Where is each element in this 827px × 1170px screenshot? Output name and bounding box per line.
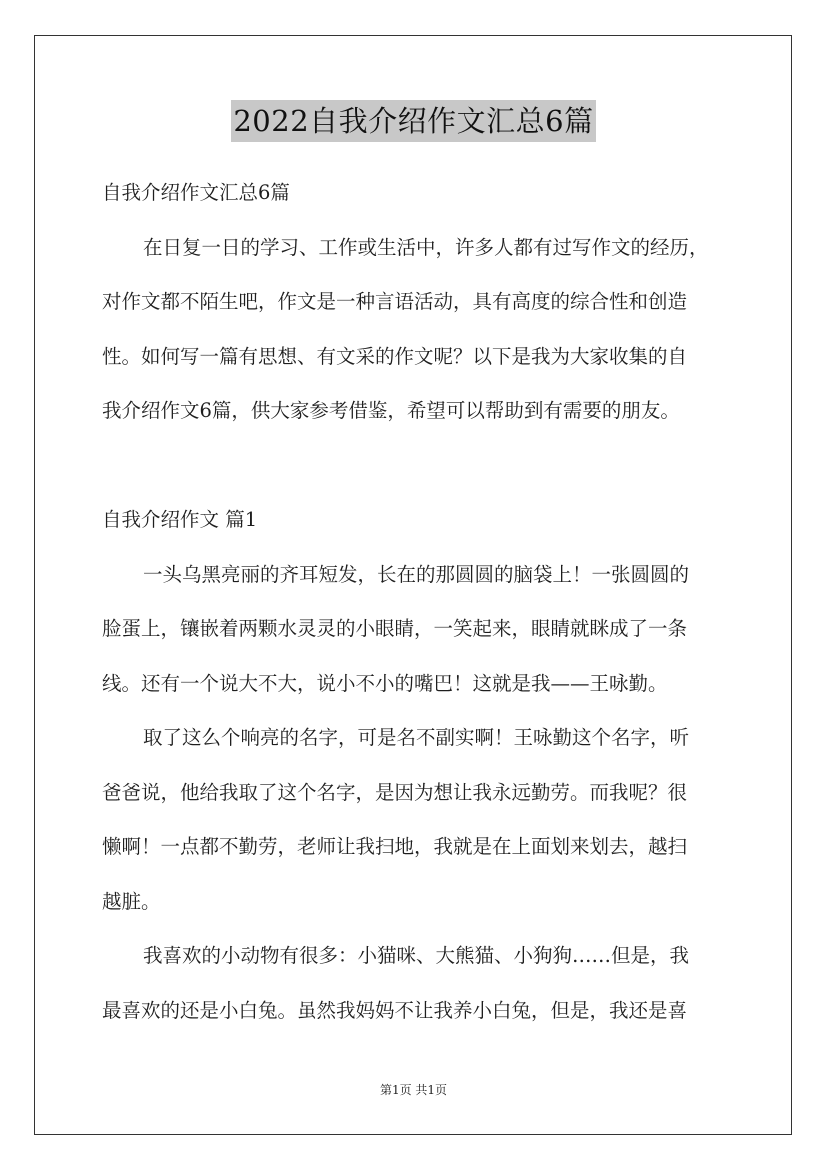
document-title: 2022自我介绍作文汇总6篇 bbox=[231, 100, 595, 142]
paragraph-line: 越脏。 bbox=[102, 889, 161, 913]
document-subtitle: 自我介绍作文汇总6篇 bbox=[102, 181, 290, 204]
paragraph-line: 最喜欢的还是小白兔。虽然我妈妈不让我养小白兔，但是，我还是喜 bbox=[102, 998, 688, 1022]
title-container bbox=[0, 100, 827, 142]
paragraph-gap bbox=[102, 439, 732, 494]
section-heading: 自我介绍作文 篇1 bbox=[102, 508, 258, 531]
intro-line: 对作文都不陌生吧，作文是一种言语活动，具有高度的综合性和创造 bbox=[102, 290, 688, 313]
page-number: 第1页 共1页 bbox=[379, 1083, 448, 1097]
intro-line: 在日复一日的学习、工作或生活中，许多人都有过写作文的经历， bbox=[143, 235, 709, 259]
paragraph-line: 我喜欢的小动物有很多：小猫咪、大熊猫、小狗狗……但是，我 bbox=[143, 944, 690, 967]
paragraph-line: 一头乌黑亮丽的齐耳短发，长在的那圆圆的脑袋上！一张圆圆的 bbox=[143, 562, 690, 586]
intro-line: 性。如何写一篇有思想、有文采的作文呢？以下是我为大家收集的自 bbox=[102, 344, 688, 368]
paragraph-line: 线。还有一个说大不大，说小不小的嘴巴！这就是我——王咏勤。 bbox=[102, 671, 668, 695]
intro-line: 我介绍作文6篇，供大家参考借鉴，希望可以帮助到有需要的朋友。 bbox=[102, 399, 680, 422]
document-body bbox=[102, 166, 732, 1038]
paragraph-line: 取了这么个响亮的名字，可是名不副实啊！王咏勤这个名字，听 bbox=[143, 726, 690, 749]
paragraph-line: 爸爸说，他给我取了这个名字，是因为想让我永远勤劳。而我呢？很 bbox=[102, 780, 688, 804]
page-footer bbox=[0, 1081, 827, 1098]
paragraph-line: 懒啊！一点都不勤劳，老师让我扫地，我就是在上面划来划去，越扫 bbox=[102, 835, 688, 858]
paragraph-line: 脸蛋上，镶嵌着两颗水灵灵的小眼睛，一笑起来，眼睛就眯成了一条 bbox=[102, 617, 688, 640]
